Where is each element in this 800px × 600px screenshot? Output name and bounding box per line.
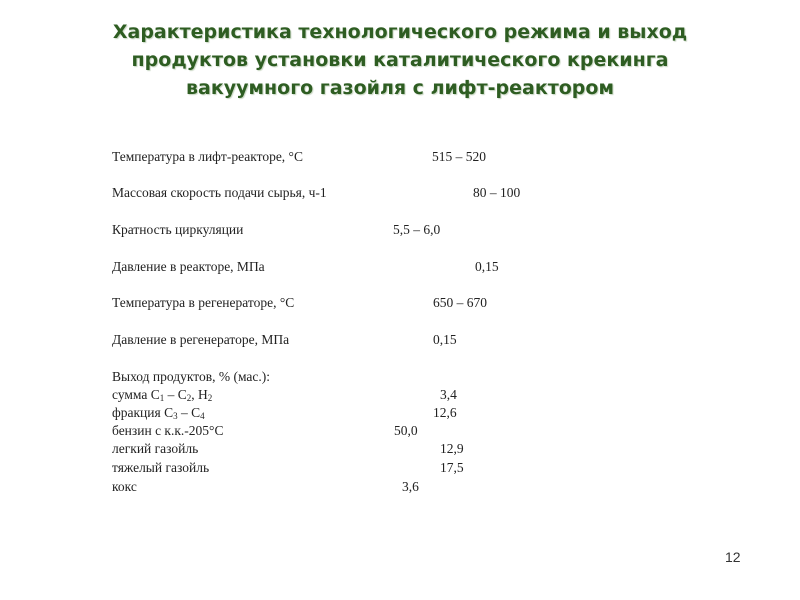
param-value-regenerator-temp: 650 – 670 <box>433 295 487 310</box>
yield-value-heavy-gasoil: 17,5 <box>440 460 464 475</box>
title-line-1: Характеристика технологического режима и выход <box>112 21 688 43</box>
param-value-feed-rate: 80 – 100 <box>473 185 521 200</box>
param-label-regenerator-pressure: Давление в регенераторе, МПа <box>112 332 290 347</box>
param-label-reactor-pressure: Давление в реакторе, МПа <box>112 259 265 274</box>
yield-label-light-gasoil: легкий газойль <box>112 441 199 456</box>
param-value-reactor-pressure: 0,15 <box>475 259 499 274</box>
yield-heading: Выход продуктов, % (мас.): <box>112 369 271 384</box>
param-value-reactor-temp: 515 – 520 <box>432 149 486 164</box>
yield-value-coke: 3,6 <box>402 479 419 494</box>
param-label-feed-rate: Массовая скорость подачи сырья, ч-1 <box>112 185 327 200</box>
title-line-3: вакуумного газойля с лифт-реактором <box>185 77 614 99</box>
yield-label-coke: кокс <box>112 479 137 494</box>
param-label-reactor-temp: Температура в лифт-реакторе, °С <box>112 149 303 164</box>
param-value-regenerator-pressure: 0,15 <box>433 332 457 347</box>
yield-value-gasoline: 50,0 <box>394 423 418 438</box>
slide-title <box>40 18 760 102</box>
yield-value-light-gasoil: 12,9 <box>440 441 464 456</box>
yield-label-gasoline: бензин с к.к.-205°С <box>112 423 224 438</box>
yield-label-c3-c4: фракция $С_3 - С_4$ <box>112 405 205 421</box>
param-label-circulation: Кратность циркуляции <box>112 222 244 237</box>
yield-value-c3-c4: 12,6 <box>433 405 457 420</box>
param-label-regenerator-temp: Температура в регенераторе, °С <box>112 295 295 310</box>
param-value-circulation: 5,5 – 6,0 <box>393 222 441 237</box>
page-number: 12 <box>725 549 741 565</box>
title-line-2: продуктов установки каталитического крекинга <box>131 49 669 71</box>
yield-value-c1-c2-h2: 3,4 <box>440 387 457 402</box>
yield-label-c1-c2-h2: сумма $С_1 - С_2$, $Н_2$ <box>112 387 213 403</box>
yield-label-heavy-gasoil: тяжелый газойль <box>112 460 210 475</box>
